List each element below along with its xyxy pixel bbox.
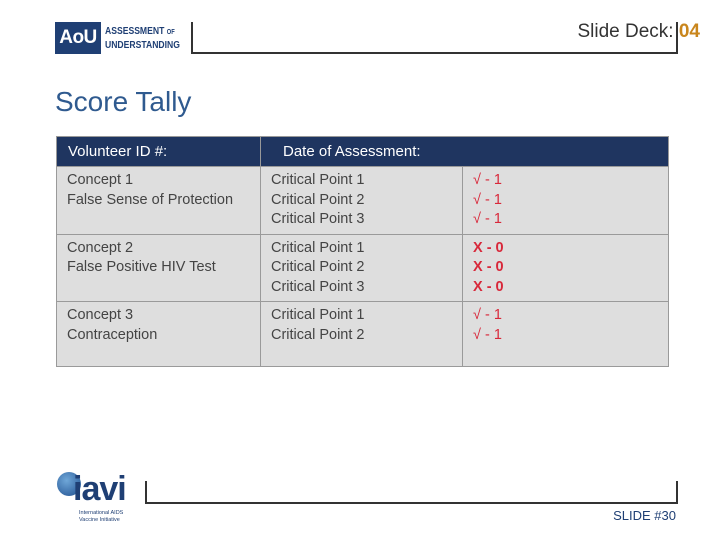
iavi-subtitle: [79, 510, 139, 524]
slide-number: SLIDE #30: [613, 508, 676, 523]
concept-number: Concept 2: [67, 239, 134, 256]
critical-point: Critical Point 3: [271, 211, 365, 227]
concept-cell: [57, 234, 261, 302]
score-cross: X - 0: [473, 259, 504, 275]
score-check: √ - 1: [473, 211, 502, 227]
iavi-subtitle-line: International AIDS: [79, 510, 124, 516]
iavi-logo: [55, 470, 135, 528]
critical-point: Critical Point 1: [271, 172, 365, 188]
critical-point: Critical Point 2: [271, 259, 365, 275]
concept-number: Concept 3: [67, 307, 134, 323]
aou-logo-mark: AoU: [55, 22, 101, 54]
date-of-assessment-header: Date of Assessment:: [261, 137, 669, 167]
table-row: [57, 302, 669, 367]
concept-number: Concept 1: [67, 172, 134, 188]
score-cell: [463, 234, 669, 302]
table-header-row: [57, 137, 669, 167]
score-check: √ - 1: [473, 307, 502, 323]
footer-divider: [145, 481, 678, 504]
critical-point: Critical Point 3: [271, 278, 365, 295]
critical-point: Critical Point 2: [271, 326, 365, 343]
volunteer-id-header: Volunteer ID #:: [57, 137, 261, 167]
deck-number: 04: [678, 21, 700, 42]
iavi-wordmark: iavi: [73, 470, 126, 508]
deck-label: Slide Deck:: [577, 21, 674, 42]
page-title: Score Tally: [55, 86, 192, 117]
concept-cell: [57, 302, 261, 367]
aou-logo-text: [105, 25, 180, 51]
critical-points-cell: [261, 302, 463, 367]
critical-points-cell: [261, 167, 463, 235]
concept-name: False Positive HIV Test: [67, 259, 216, 275]
slide-deck-label: [577, 21, 700, 43]
table-row: [57, 234, 669, 302]
concept-cell: [57, 167, 261, 235]
score-tally-table: [56, 136, 669, 367]
concept-name: False Sense of Protection: [67, 191, 234, 208]
score-cross: X - 0: [473, 278, 504, 295]
score-check: √ - 1: [473, 326, 502, 343]
critical-point: Critical Point 1: [271, 239, 365, 256]
score-check: √ - 1: [473, 172, 502, 188]
score-cell: [463, 302, 669, 367]
concept-name: Contraception: [67, 326, 158, 343]
table-row: [57, 167, 669, 235]
score-cell: [463, 167, 669, 235]
logo-of: OF: [166, 29, 175, 36]
iavi-subtitle-line: Vaccine Initiative: [79, 517, 120, 523]
score-cross: X - 0: [473, 239, 504, 256]
logo-line2: UNDERSTANDING: [105, 39, 180, 51]
score-check: √ - 1: [473, 191, 502, 208]
logo-line1: ASSESSMENT: [105, 25, 165, 37]
aou-logo: [55, 22, 196, 54]
critical-point: Critical Point 1: [271, 307, 365, 323]
critical-point: Critical Point 2: [271, 191, 365, 208]
critical-points-cell: [261, 234, 463, 302]
